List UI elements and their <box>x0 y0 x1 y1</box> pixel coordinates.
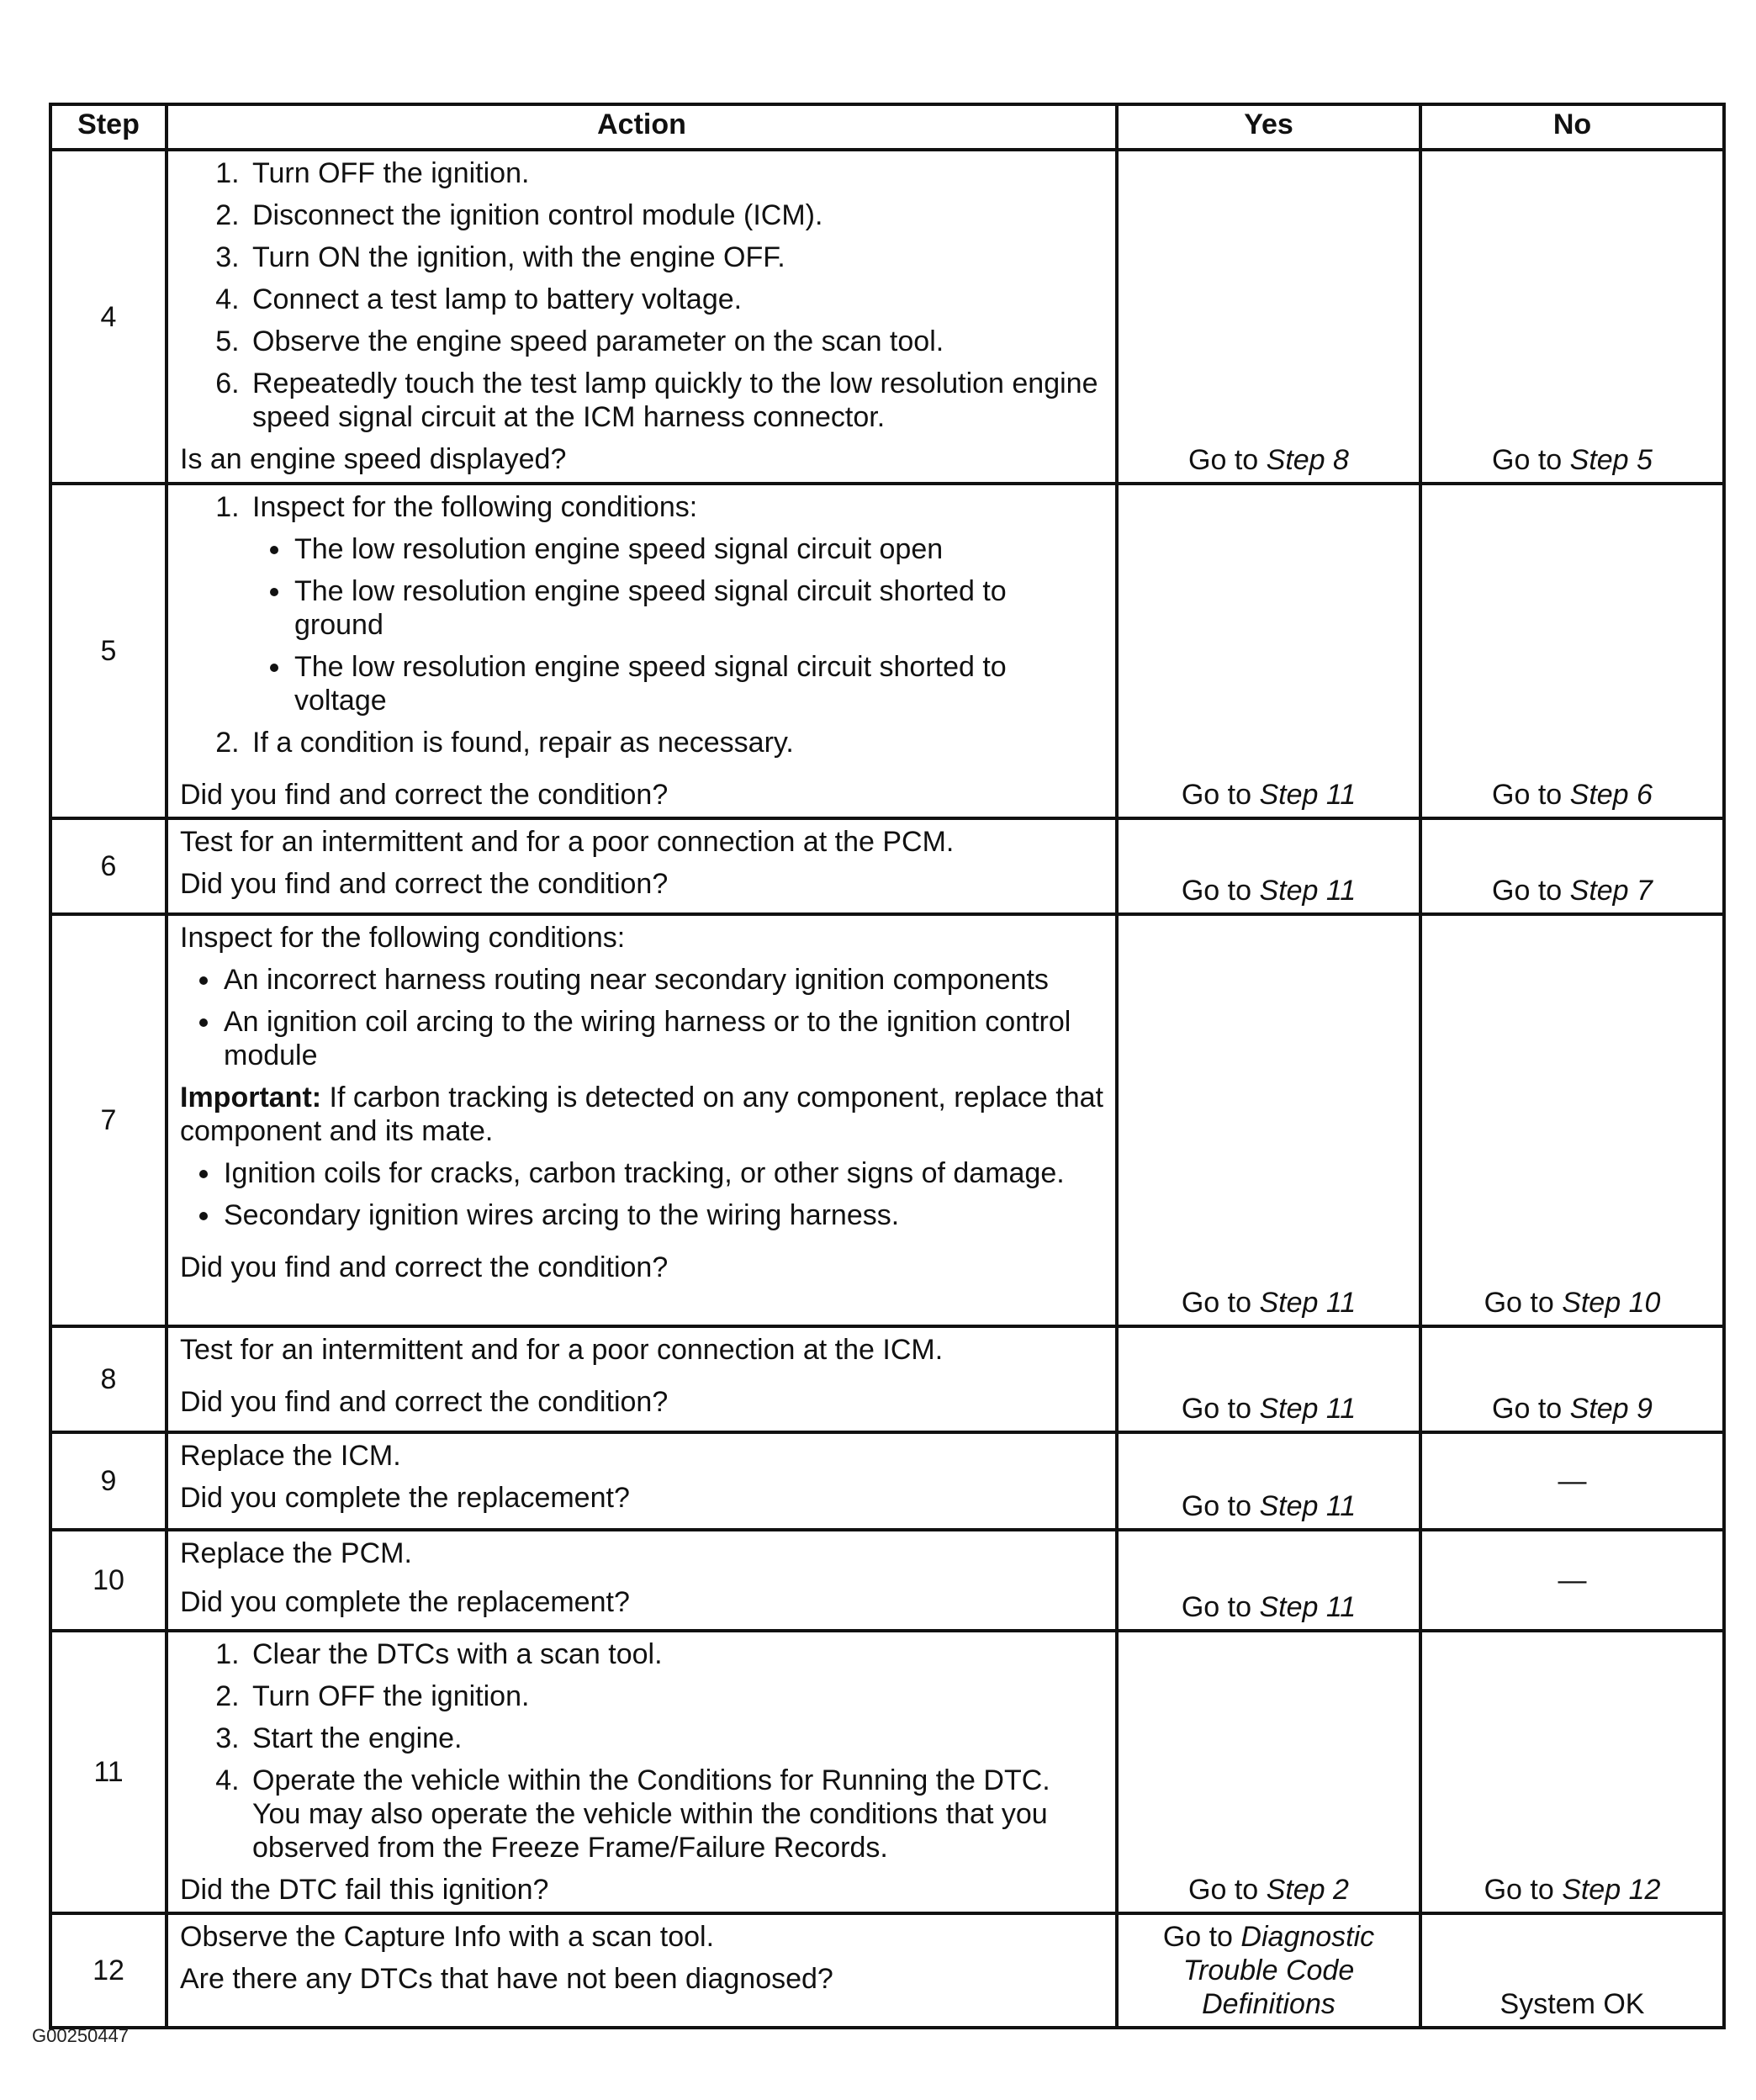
question: Did the DTC fail this ignition? <box>180 1874 549 1906</box>
action-cell <box>167 1631 1117 1913</box>
action-text: Observe the Capture Info with a scan tool. <box>180 1921 715 1953</box>
numbered-list <box>180 156 1103 434</box>
no-step-link[interactable]: 5 <box>1637 444 1653 476</box>
header-yes: Yes <box>1117 104 1420 150</box>
bullet-item: • An ignition coil arcing to the wiring harness or to the ignition control module <box>222 1005 1103 1072</box>
table-row <box>50 150 1724 484</box>
no-cell-dash: — <box>1420 1432 1724 1530</box>
yes-cell <box>1117 1432 1420 1530</box>
yes-cell <box>1117 1326 1420 1432</box>
step-word: Step <box>1259 779 1319 811</box>
question: Did you complete the replacement? <box>180 1586 630 1618</box>
list-item: 1. Turn OFF the ignition. <box>247 156 1103 190</box>
figure-id: G00250447 <box>32 2025 129 2046</box>
numbered-list <box>180 1637 1103 1865</box>
action-cell <box>167 484 1117 818</box>
step-number: 6 <box>50 818 167 914</box>
bullet-item: • Secondary ignition wires arcing to the wiring harness. <box>222 1198 1103 1232</box>
step-word: Step <box>1266 444 1325 476</box>
no-cell <box>1420 1326 1724 1432</box>
action-text: Replace the PCM. <box>180 1537 412 1569</box>
bullet-item: • The low resolution engine speed signal circuit open <box>293 532 1103 566</box>
diagnostic-table <box>49 103 1726 2029</box>
important-note <box>180 1081 1103 1148</box>
action-text: Test for an intermittent and for a poor connection at the PCM. <box>180 826 955 858</box>
no-step-link[interactable]: 6 <box>1637 779 1653 811</box>
table-row <box>50 818 1724 914</box>
list-item: 2. Turn OFF the ignition. <box>247 1679 1103 1713</box>
header-step: Step <box>50 104 167 150</box>
step-word: Step <box>1259 1393 1319 1425</box>
goto-prefix: Go to <box>1492 444 1570 476</box>
list-item: 3. Turn ON the ignition, with the engine OFF. <box>247 241 1103 274</box>
step-word: Step <box>1259 1490 1319 1522</box>
goto-prefix: Go to <box>1188 1874 1267 1906</box>
no-cell <box>1420 150 1724 484</box>
goto-prefix: Go to <box>1181 1287 1260 1319</box>
yes-step-link[interactable]: 11 <box>1325 1591 1357 1623</box>
goto-prefix: Go to <box>1181 1591 1260 1623</box>
step-word: Step <box>1259 875 1319 907</box>
table-row <box>50 1530 1724 1631</box>
list-item: 6. Repeatedly touch the test lamp quickly to the low resolution engine speed signal circuit at the ICM harness connector. <box>247 367 1103 434</box>
goto-prefix: Go to <box>1492 779 1570 811</box>
header-action: Action <box>167 104 1117 150</box>
action-cell <box>167 1326 1117 1432</box>
bullet-item: • The low resolution engine speed signal circuit shorted to voltage <box>293 650 1103 717</box>
action-text: Replace the ICM. <box>180 1440 401 1472</box>
question: Did you complete the replacement? <box>180 1482 630 1514</box>
bullet-list <box>180 963 1103 1072</box>
item-text: Inspect for the following conditions: <box>252 491 698 523</box>
yes-step-link[interactable]: 8 <box>1333 444 1349 476</box>
no-cell <box>1420 484 1724 818</box>
yes-step-link[interactable]: 11 <box>1325 1490 1357 1522</box>
table-row <box>50 484 1724 818</box>
yes-cell <box>1117 818 1420 914</box>
yes-step-link[interactable]: 11 <box>1325 1287 1357 1319</box>
goto-prefix: Go to <box>1181 1490 1260 1522</box>
step-word: Step <box>1569 875 1629 907</box>
no-step-link[interactable]: 9 <box>1637 1393 1653 1425</box>
bullet-item: • Ignition coils for cracks, carbon tracking, or other signs of damage. <box>222 1156 1103 1190</box>
bullet-list <box>180 1156 1103 1232</box>
goto-prefix: Go to <box>1181 875 1260 907</box>
goto-prefix: Go to <box>1484 1287 1563 1319</box>
step-number: 7 <box>50 914 167 1326</box>
step-word: Step <box>1569 779 1629 811</box>
action-cell <box>167 914 1117 1326</box>
table-row <box>50 1913 1724 2028</box>
question: Are there any DTCs that have not been diagnosed? <box>180 1963 833 1995</box>
step-word: Step <box>1569 1393 1629 1425</box>
action-cell <box>167 1432 1117 1530</box>
table-row <box>50 1631 1724 1913</box>
step-word: Step <box>1266 1874 1325 1906</box>
action-cell <box>167 150 1117 484</box>
yes-step-link[interactable]: 11 <box>1325 779 1357 811</box>
question: Did you find and correct the condition? <box>180 779 669 811</box>
bullet-item: • The low resolution engine speed signal circuit shorted to ground <box>293 574 1103 642</box>
yes-cell <box>1117 1913 1420 2028</box>
yes-step-link[interactable]: 11 <box>1325 875 1357 907</box>
table-row <box>50 1432 1724 1530</box>
step-number: 8 <box>50 1326 167 1432</box>
bullet-item: • An incorrect harness routing near secondary ignition components <box>222 963 1103 997</box>
important-label: Important: <box>180 1082 322 1113</box>
step-number: 12 <box>50 1913 167 2028</box>
no-step-link[interactable]: 12 <box>1628 1874 1661 1906</box>
no-cell <box>1420 818 1724 914</box>
bullet-list <box>252 532 1103 717</box>
question: Did you find and correct the condition? <box>180 1251 669 1283</box>
numbered-list <box>180 490 1103 759</box>
no-cell: System OK <box>1420 1913 1724 2028</box>
list-item: 2. If a condition is found, repair as necessary. <box>247 726 1103 759</box>
step-word: Step <box>1562 1287 1621 1319</box>
step-word: Step <box>1562 1874 1621 1906</box>
goto-prefix: Go to <box>1181 779 1260 811</box>
no-cell-dash: — <box>1420 1530 1724 1631</box>
header-row <box>50 104 1724 150</box>
list-item: 5. Observe the engine speed parameter on the scan tool. <box>247 325 1103 358</box>
action-text: Inspect for the following conditions: <box>180 922 626 954</box>
step-number: 11 <box>50 1631 167 1913</box>
yes-step-link[interactable]: 11 <box>1325 1393 1357 1425</box>
goto-prefix: Go to <box>1492 875 1570 907</box>
list-item <box>247 490 1103 717</box>
goto-prefix: Go to <box>1484 1874 1563 1906</box>
goto-prefix: Go to <box>1181 1393 1260 1425</box>
important-text: If carbon tracking is detected on any component, replace that component and its mate. <box>180 1082 1103 1147</box>
table-row <box>50 914 1724 1326</box>
no-step-link[interactable]: 7 <box>1637 875 1653 907</box>
yes-cell <box>1117 1530 1420 1631</box>
action-cell <box>167 818 1117 914</box>
step-word: Step <box>1259 1591 1319 1623</box>
list-item: 3. Start the engine. <box>247 1722 1103 1755</box>
list-item: 4. Connect a test lamp to battery voltage. <box>247 283 1103 316</box>
list-item: 2. Disconnect the ignition control module (ICM). <box>247 198 1103 232</box>
yes-cell <box>1117 484 1420 818</box>
yes-cell <box>1117 914 1420 1326</box>
no-cell <box>1420 914 1724 1326</box>
action-cell <box>167 1530 1117 1631</box>
yes-step-link[interactable]: 2 <box>1333 1874 1349 1906</box>
step-word: Step <box>1259 1287 1319 1319</box>
action-text: Test for an intermittent and for a poor connection at the ICM. <box>180 1334 944 1366</box>
goto-prefix: Go to <box>1188 444 1267 476</box>
question: Is an engine speed displayed? <box>180 443 567 475</box>
table-row <box>50 1326 1724 1432</box>
header-no: No <box>1420 104 1724 150</box>
step-number: 4 <box>50 150 167 484</box>
yes-cell <box>1117 1631 1420 1913</box>
goto-prefix: Go to <box>1162 1921 1241 1953</box>
list-item: 1. Clear the DTCs with a scan tool. <box>247 1637 1103 1671</box>
no-cell <box>1420 1631 1724 1913</box>
step-number: 5 <box>50 484 167 818</box>
diagnostic-definitions-link[interactable]: Diagnostic Trouble Code Definitions <box>1182 1921 1375 2020</box>
yes-cell <box>1117 150 1420 484</box>
list-item: 4. Operate the vehicle within the Conditions for Running the DTC. You may also operate the vehicle within the conditions that you observed from the Freeze Frame/Failure Records. <box>247 1764 1103 1865</box>
question: Did you find and correct the condition? <box>180 1386 669 1418</box>
action-cell <box>167 1913 1117 2028</box>
question: Did you find and correct the condition? <box>180 868 669 900</box>
step-number: 9 <box>50 1432 167 1530</box>
step-word: Step <box>1569 444 1629 476</box>
no-step-link[interactable]: 10 <box>1628 1287 1661 1319</box>
step-number: 10 <box>50 1530 167 1631</box>
goto-prefix: Go to <box>1492 1393 1570 1425</box>
